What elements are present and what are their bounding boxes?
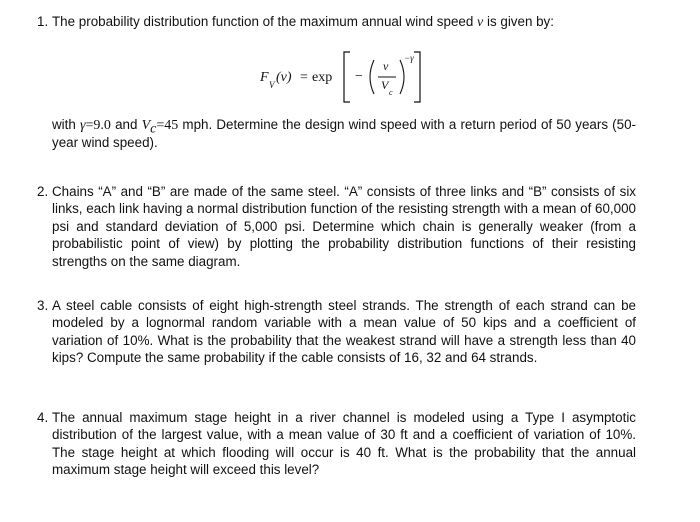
formula-denominator: V (381, 78, 389, 92)
formula-equals: = (300, 70, 308, 85)
problem-4 (37, 409, 636, 479)
problem-intro: The probability distribution function of the maximum annual wind speed v is given by: (52, 14, 554, 30)
problem-1 (37, 13, 636, 31)
vc-value: =45 (156, 118, 179, 133)
problem-1-continued (52, 116, 636, 152)
vc-symbol: V (141, 118, 151, 133)
problem-number: 2. (37, 184, 49, 199)
problem-3 (37, 297, 636, 367)
problem-4-text: The annual maximum stage height in a river channel is modeled using a Type I asymptotic distribution of the largest value, with a mean value of 30 ft and a coefficient of variation of 10%. The stage height at which flooding will occur is 40 ft. What is the probability that the annual maximum stage height will exceed this level? (52, 410, 636, 478)
problem-2 (37, 183, 636, 270)
formula-f-sub: V (269, 80, 275, 90)
formula-arg: (v) (276, 70, 292, 85)
problem-3-text: A steel cable consists of eight high-strength steel strands. The strength of each strand can be modeled by a lognormal random variable with a mean value of 50 kips and a coefficient of variation of 10%. What is the probability that the weakest strand will have a strength less than 40 kips? Compute the same probability if the cable consists of 16, 32 and 64 strands. (52, 298, 636, 366)
problem-2-text: Chains “A” and “B” are made of the same steel. “A” consists of three links and “B” consists of six links, each link having a normal distribution function of the resisting strength with a mean of 60,000 psi and standard deviation of 5,000 psi. Determine which chain is generally weaker (from a probabilistic point of view) by plotting the probability distribution functions of their resisting strengths on the same diagram. (52, 184, 636, 269)
problem-number: 4. (37, 410, 49, 425)
variable-v: v (477, 15, 484, 30)
formula-exp: exp (312, 70, 333, 85)
problem-1-text: with γ=9.0 and $V_c=45$ mph. Determine the design wind speed with a return period of 50 years (50-year wind speed). (52, 117, 636, 151)
gamma-value: =9.0 (85, 118, 111, 133)
vc-subscript: c (150, 121, 157, 137)
problem-number: 1. (37, 14, 49, 29)
gamma-symbol: γ (79, 118, 86, 133)
wind-speed-formula (260, 40, 460, 110)
formula-minus: − (355, 69, 363, 84)
formula-numerator: v (383, 59, 389, 73)
formula-denominator-sub: c (389, 88, 393, 97)
formula-f: F (260, 70, 269, 85)
problem-number: 3. (37, 298, 49, 313)
formula-exponent: −γ (404, 53, 414, 63)
